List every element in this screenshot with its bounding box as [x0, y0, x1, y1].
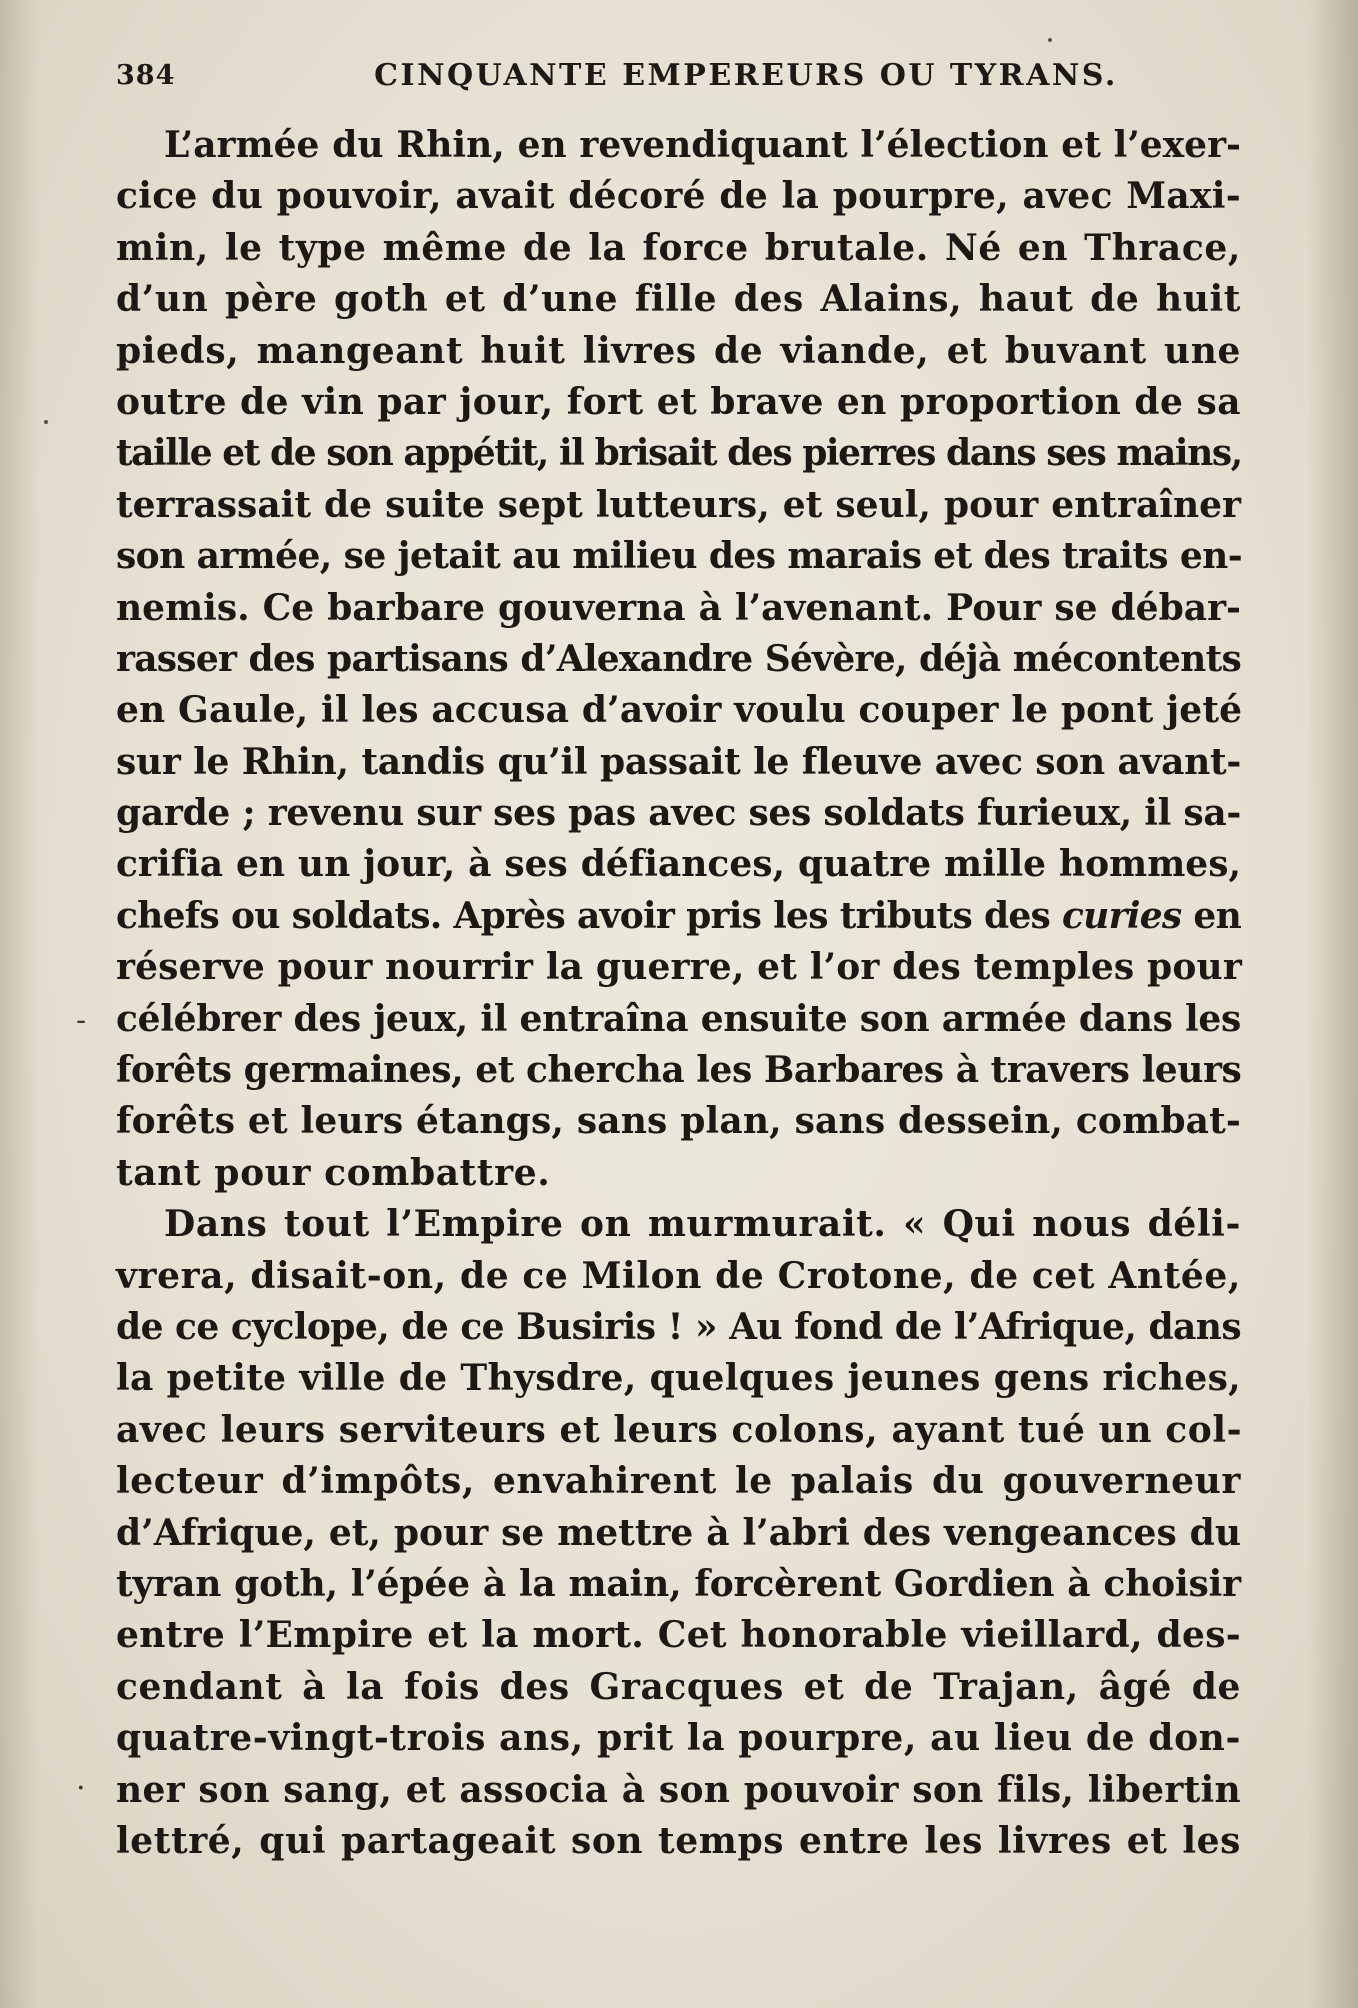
italic-word: curies — [1062, 894, 1182, 937]
text-line: entre l’Empire et la mort. Cet honorable vieillard, des- — [116, 1614, 1241, 1657]
text-line: quatre-vingt-trois ans, prit la pourpre, au lieu de don- — [116, 1717, 1241, 1760]
page-header — [116, 50, 1246, 100]
text-line: taille et de son appétit, il brisait des pierres dans ses mains, — [116, 432, 1242, 475]
text-line: avec leurs serviteurs et leurs colons, ayant tué un col- — [116, 1408, 1243, 1451]
margin-mark: . — [76, 1762, 86, 1797]
text-line: tyran goth, l’épée à la main, forcèrent Gordien à choisir — [116, 1562, 1241, 1605]
text-line: cice du pouvoir, avait décoré de la pourpre, avec Maxi- — [116, 175, 1241, 218]
text-line: terrassait de suite sept lutteurs, et seul, pour entraîner — [116, 483, 1241, 526]
text-line: garde ; revenu sur ses pas avec ses soldats furieux, il sa- — [116, 792, 1241, 835]
text-line: crifia en un jour, à ses défiances, quatre mille hommes, — [116, 843, 1241, 886]
text-line: d’Afrique, et, pour se mettre à l’abri des vengeances du — [116, 1511, 1241, 1554]
text-line: réserve pour nourrir la guerre, et l’or des temples pour — [116, 946, 1242, 989]
page-shadow-left — [0, 0, 40, 2008]
paper-speck — [44, 420, 48, 424]
text-line: de ce cyclope, de ce Busiris ! » Au fond de l’Afrique, dans — [116, 1305, 1241, 1348]
text-line: d’un père goth et d’une fille des Alains, haut de huit — [116, 278, 1241, 321]
text-line: nemis. Ce barbare gouverna à l’avenant. Pour se débar- — [116, 586, 1241, 629]
text-line: forêts et leurs étangs, sans plan, sans dessein, combat- — [116, 1100, 1241, 1143]
text-line: son armée, se jetait au milieu des marais et des traits en- — [116, 535, 1243, 578]
running-title: CINQUANTE EMPEREURS OU TYRANS. — [374, 58, 1118, 93]
text-line: cendant à la fois des Gracques et de Trajan, âgé de — [116, 1665, 1241, 1708]
text-line: forêts germaines, et chercha les Barbares à travers leurs — [116, 1049, 1242, 1092]
text-line: ner son sang, et associa à son pouvoir son fils, libertin — [116, 1768, 1241, 1811]
text-line: rasser des partisans d’Alexandre Sévère, déjà mécontents — [116, 637, 1241, 680]
text-line: outre de vin par jour, fort et brave en proportion de sa — [116, 380, 1241, 423]
text-line: célébrer des jeux, il entraîna ensuite son armée dans les — [116, 997, 1241, 1040]
text-line: tant pour combattre. — [116, 1151, 551, 1194]
text-line: en Gaule, il les accusa d’avoir voulu couper le pont jeté — [116, 689, 1243, 732]
margin-mark: - — [76, 1003, 87, 1038]
text-line: chefs ou soldats. Après avoir pris les tributs des curies en — [116, 894, 1241, 937]
paper-speck — [1048, 38, 1052, 42]
body-text — [116, 120, 1241, 1867]
text-line: Dans tout l’Empire on murmurait. « Qui nous déli- — [164, 1203, 1241, 1246]
text-line: L’armée du Rhin, en revendiquant l’élection et l’exer- — [164, 124, 1241, 166]
text-line: vrera, disait-on, de ce Milon de Crotone, de cet Antée, — [116, 1254, 1241, 1297]
text-line: lettré, qui partageait son temps entre les livres et les — [116, 1819, 1241, 1862]
text-line: lecteur d’impôts, envahirent le palais du gouverneur — [116, 1460, 1241, 1503]
text-line: pieds, mangeant huit livres de viande, et buvant une — [116, 329, 1241, 372]
text-line: la petite ville de Thysdre, quelques jeunes gens riches, — [116, 1357, 1241, 1400]
page-shadow-right — [1308, 0, 1358, 2008]
page-number: 384 — [116, 60, 176, 91]
text-line: sur le Rhin, tandis qu’il passait le fleuve avec son avant- — [116, 740, 1241, 783]
text-line: min, le type même de la force brutale. Né en Thrace, — [116, 226, 1241, 269]
